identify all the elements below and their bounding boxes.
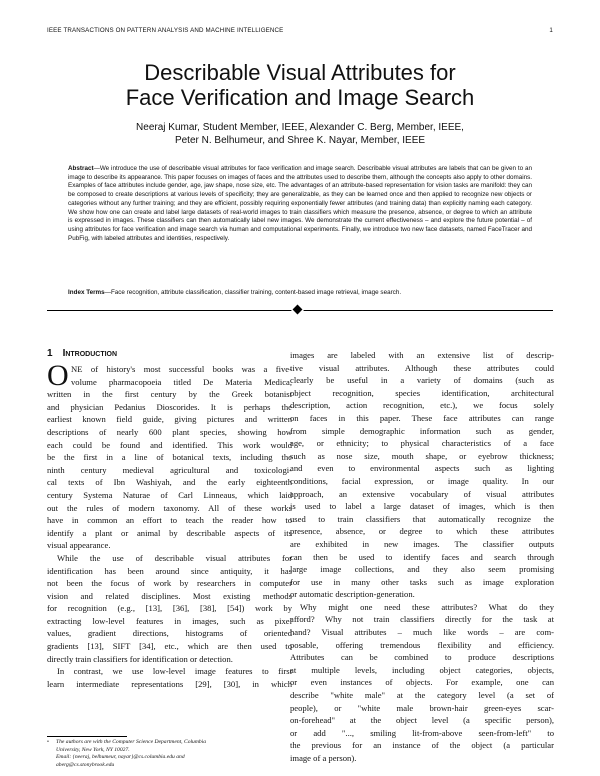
- body-line: and physician Pedanius Dioscorides. It is perhaps the: [47, 401, 292, 412]
- body-line: from simple demographic information such as gender,: [290, 425, 554, 436]
- index-terms: [68, 289, 532, 298]
- paper-title: [60, 60, 540, 110]
- body-line: vision and related disciplines. Most existing methods: [47, 590, 292, 601]
- body-line: values, gradient directions, histograms of oriented: [47, 628, 292, 639]
- body-line: While the use of describable visual attributes for: [57, 552, 292, 563]
- footnote-line: Email: {neeraj, belhumeur, nayar}@cs.columbia.edu and: [56, 754, 185, 761]
- section-number: 1: [47, 348, 53, 359]
- body-line: on-forehead" at the object level (a specific person),: [290, 715, 554, 726]
- body-line: age, or ethnicity; to physical characteristics of a face: [290, 438, 554, 449]
- body-line: large image collections, and they also seem promising: [290, 564, 554, 575]
- body-line: at multiple levels, including object categories, objects,: [290, 664, 554, 675]
- right-column: [290, 349, 554, 765]
- body-line: or even instances of objects. For example, one can: [290, 677, 554, 688]
- body-line: In contrast, we use low-level image features to first: [57, 666, 292, 677]
- author-line: Neeraj Kumar, Student Member, IEEE, Alexander C. Berg, Member, IEEE,: [136, 122, 464, 133]
- body-line: such as nose size, mouth shape, or eyebrow thickness;: [290, 450, 554, 461]
- body-line: is used to label a large dataset of images, which is then: [290, 501, 554, 512]
- body-line: images are labeled with an extensive list of descrip-: [290, 350, 554, 360]
- body-line: Why might one need these attributes? What do they: [300, 601, 554, 612]
- section-heading: [47, 348, 117, 359]
- body-line: description, action recognition, etc.), we focus solely: [290, 400, 554, 411]
- body-line: object recognition, species identification, architectural: [290, 387, 554, 398]
- body-line: afford? Why not train classifiers directly for the task at: [290, 614, 554, 625]
- body-line: and even to environmental aspects such as lighting: [290, 463, 554, 474]
- body-line: hand? Visual attributes – much like words – are com-: [290, 627, 554, 638]
- running-header: [47, 27, 553, 39]
- abstract: [68, 165, 532, 243]
- body-line: image of a person).: [290, 753, 357, 763]
- abstract-label: Abstract: [68, 165, 94, 172]
- body-line: approach, an extensive vocabulary of visual attributes: [290, 488, 554, 499]
- left-column: [47, 359, 292, 690]
- drop-cap-paragraph: [47, 359, 292, 392]
- body-line: or automatic description-generation.: [290, 589, 415, 600]
- body-line: gradients [13], SIFT [34], etc., which are then used to: [47, 641, 292, 652]
- body-line: clearly be useful in a variety of domains (such as: [290, 375, 554, 386]
- author-list: [60, 121, 540, 147]
- body-line: on faces in this paper. These face attributes can range: [290, 412, 554, 423]
- body-line: describe "white male" at the category level (a set of: [290, 690, 554, 701]
- body-line: each could be found and identified. This work would: [47, 439, 292, 450]
- body-line: written in the first century by the Greek botanist: [47, 389, 292, 400]
- body-line: identification has been around since antiquity, it has: [47, 565, 292, 576]
- page-number: 1: [549, 27, 553, 34]
- body-line: conditions, facial expression, or image quality. In our: [290, 475, 554, 486]
- body-line: learn intermediate representations [29], [30], in which: [47, 678, 292, 689]
- body-line: have in common an effort to teach the reader how to: [47, 515, 292, 526]
- journal-name: IEEE TRANSACTIONS ON PATTERN ANALYSIS AND MACHINE INTELLIGENCE: [47, 27, 284, 34]
- drop-cap: O: [47, 359, 69, 392]
- title-line: Face Verification and Image Search: [125, 85, 475, 110]
- body-line: tive visual attributes. Although these attributes could: [290, 362, 554, 373]
- footnote-line: The authors are with the Computer Science Department, Columbia: [56, 739, 207, 745]
- body-line: be the first in a line of botanical texts, including the: [47, 452, 292, 463]
- footnote-line: University, New York, NY 10027.: [56, 746, 130, 753]
- footnote-bullet: •: [47, 739, 49, 745]
- body-line: extracting low-level features in images, such as pixel: [47, 615, 292, 626]
- body-line: NE of history's most successful books was a five-: [71, 364, 292, 374]
- body-line: for use in many other tasks such as image exploration: [290, 576, 554, 587]
- body-line: can then be used to identify faces and search through: [290, 551, 554, 562]
- body-line: used to train classifiers that automatically recognize the: [290, 513, 554, 524]
- body-line: ninth century medieval agricultural and toxicologi-: [47, 464, 292, 475]
- body-line: cal texts of Ibn Washiyah, and the early eighteenth: [47, 477, 292, 488]
- section-title: Introduction: [62, 348, 118, 359]
- body-line: are exhibited in new images. The classifier outputs: [290, 538, 554, 549]
- body-line: identify a plant or animal by describable aspects of its: [47, 527, 292, 538]
- author-line: Peter N. Belhumeur, and Shree K. Nayar, Member, IEEE: [174, 135, 426, 146]
- index-terms-label: Index Terms: [68, 289, 105, 296]
- body-line: or add "..., smiling lit-from-above seen-from-left" to: [290, 727, 554, 738]
- body-line: the previous for an instance of the object (a particular: [290, 740, 554, 751]
- body-line: presence, absence, or degree to which these attributes: [290, 526, 554, 537]
- footnote-rule: [47, 736, 127, 737]
- body-line: Attributes can be combined to produce descriptions: [290, 652, 554, 663]
- body-line: not been the focus of work by researchers in computer: [47, 578, 292, 589]
- body-line: century Systema Naturae of Carl Linneaus, which laid: [47, 489, 292, 500]
- abstract-text: —We introduce the use of describable visual attributes for face verification and image search. Describable visual attributes are labels that can be given to an image to describe its appearance. This paper focuses on images of faces and the attributes used to describe them, although the concepts also apply to other domains. Examples of face attributes include gender, age, jaw shape, nose size, etc. The advantages of an attribute-based representation for vision tasks are manifold: they can be composed to create descriptions at various levels of specificity; they are generalizable, as they can be learned once and then applied to recognize new objects or categories without any further training; and they are efficient, possibly requiring exponentially fewer attributes (and training data) than explicitly naming each category. We show how one can create and label large datasets of real-world images to train classifiers which measure the presence, absence, or degree to which an attribute is expressed in images. These classifiers can then automatically label new images. We demonstrate the current effectiveness – and explore the future potential – of using attributes for face verification and image search via human and computational experiments. Finally, we introduce two new face datasets, named FaceTracer and PubFig, with labeled attributes and identities, respectively.: [68, 165, 532, 242]
- title-line: Describable Visual Attributes for: [144, 60, 456, 85]
- body-line: descriptions of nearly 600 plant species, showing how: [47, 426, 292, 437]
- divider-diamond-icon: [293, 305, 303, 315]
- body-line: earliest known field guide, giving pictures and written: [47, 414, 292, 425]
- body-line: people), or "white male brown-hair green-eyes scar-: [290, 702, 554, 713]
- body-line: posable, offering tremendous flexibility and efficiency.: [290, 639, 554, 650]
- footnote-line: aberg@cs.stonybrook.edu: [56, 761, 115, 768]
- footnote: [47, 739, 292, 769]
- body-line: out the rules of modern taxonomy. All of these works: [47, 502, 292, 513]
- body-line: volume pharmacopoeia titled De Materia Medica,: [71, 376, 292, 387]
- index-terms-text: —Face recognition, attribute classification, classifier training, content-based image retrieval, image search.: [104, 289, 402, 296]
- body-line: visual appearance.: [47, 540, 111, 551]
- body-line: for recognition (e.g., [13], [36], [38], [54]) work by: [47, 603, 292, 614]
- body-line: directly train classifiers for identification or detection.: [47, 653, 233, 664]
